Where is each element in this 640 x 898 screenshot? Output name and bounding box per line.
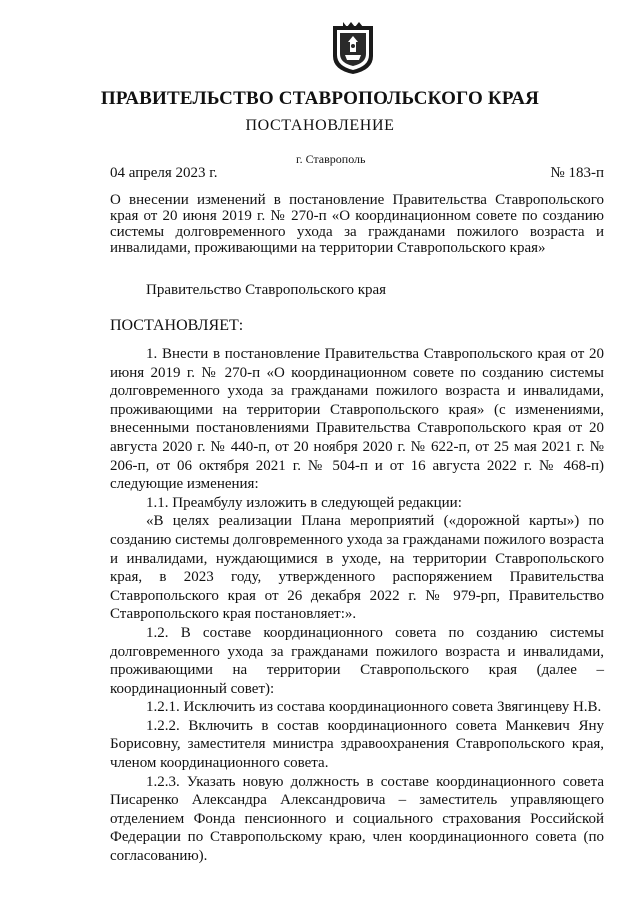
paragraph-quote: «В целях реализации Плана мероприятий («дорожной карты») по созданию системы долговременного ухода за гражданами пожилого возраста и инвалидами, нуждающимися в уходе, на территории Ставропольского края, в 2023 году, утвержденного распоряжением Правительства Ставропольского края от 26 декабря 2022 г. № 979-рп, Правительство Ставропольского края постановляет:». [110, 513, 604, 623]
document-type: ПОСТАНОВЛЕНИЕ [245, 117, 395, 134]
coat-of-arms-icon [329, 22, 377, 76]
paragraph-1-2: 1.2. В составе координационного совета по созданию системы долговременного ухода за гражданами пожилого возраста и инвалидами, проживающими на территории Ставропольского края (далее – координационный совет): [110, 624, 604, 697]
city: г. Ставрополь [296, 152, 366, 166]
paragraph-1-2-2: 1.2.2. Включить в состав координационного совета Манкевич Яну Борисовну, заместителя министра здравоохранения Ставропольского края, членом координационного совета. [110, 717, 604, 772]
document-date: 04 апреля 2023 г. [110, 165, 218, 181]
paragraph-1-1: 1.1. Преамбулу изложить в следующей редакции: [146, 494, 462, 511]
preamble-author: Правительство Ставропольского края [146, 282, 387, 298]
document-number: № 183-п [550, 165, 604, 181]
government-title: ПРАВИТЕЛЬСТВО СТАВРОПОЛЬСКОГО КРАЯ [100, 88, 540, 109]
paragraph-1-2-3: 1.2.3. Указать новую должность в составе координационного совета Писаренко Александра Александровича – заместитель управляющего отделением Фонда пенсионного и социального страхования Российской Федерации по Ставропольскому краю, член координационного совета (по согласованию). [110, 773, 604, 865]
paragraph-1: 1. Внести в постановление Правительства Ставропольского края от 20 июня 2019 г. № 270-п «О координационном совете по созданию системы долговременного ухода за гражданами пожилого возраста и инвалидами, проживающими на территории Ставропольского края» (с изменениями, внесенными постановлениями Правительства Ставропольского края от 20 августа 2020 г. № 440-п, от 20 ноября 2020 г. № 622-п, от 25 мая 2021 г. № 206-п, от 06 октября 2021 г. № 504-п и от 16 августа 2022 г. № 468-п) следующие изменения: [110, 346, 604, 493]
decree-word: ПОСТАНОВЛЯЕТ: [110, 317, 244, 334]
document-subject: О внесении изменений в постановление Правительства Ставропольского края от 20 июня 2019 г. № 270-п «О координационном совете по созданию системы долговременного ухода за гражданами пожилого возраста и инвалидами, проживающими на территории Ставропольского края» [110, 192, 604, 256]
paragraph-1-2-1: 1.2.1. Исключить из состава координационного совета Звягинцеву Н.В. [146, 699, 602, 716]
document-body [110, 345, 604, 866]
